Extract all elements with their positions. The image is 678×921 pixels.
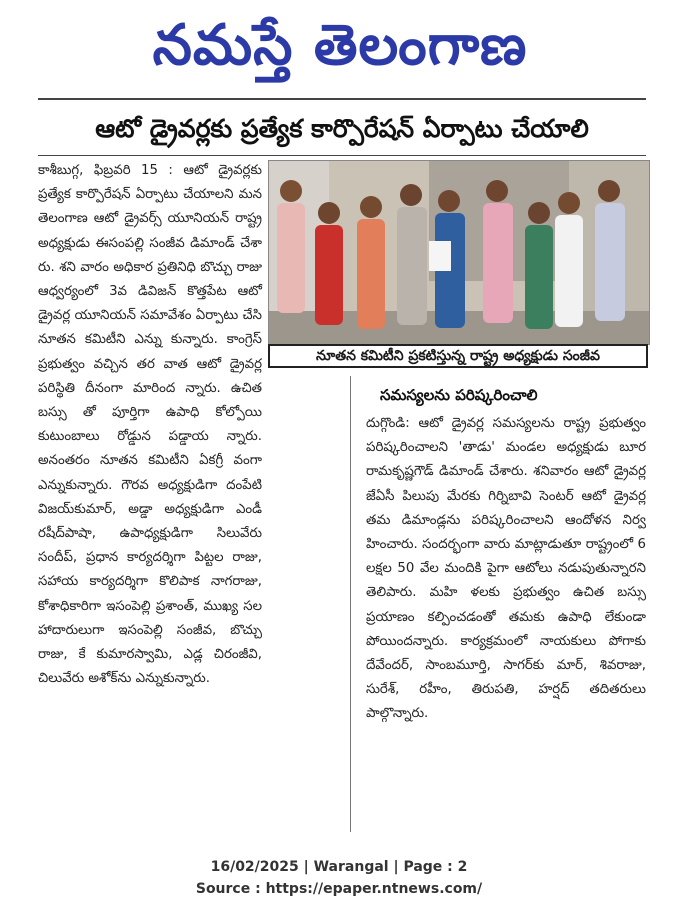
- right-column-text: దుగ్గొండి: ఆటో డ్రైవర్ల సమస్యలను రాష్ట్ర ప్రభుత్వం పరిష్కరించాలని 'తాడు' మండల అధ్యక్షుడు బూర రామకృష్ణగౌడ్ డిమాండ్ చేశారు. శనివారం ఆటో డ్రైవర్ల జేఏసీ పిలుపు మేరకు గిర్నిబావి సెంటర్ ఆటో డ్రైవర్ల తమ డిమాండ్లను పరిష్కరించాలని ఆందోళన నిర్వ హించారు. సందర్భంగా వారు మాట్లాడుతూ రాష్ట్రంలో 6 లక్షల 50 వేల మందికి పైగా ఆటోలు నడుపుతున్నారని తెలిపారు. మహి ళలకు ప్రభుత్వం ఉచిత బస్సు ప్రయాణం కల్పించడంతో తమకు ఉపాధి లేకుండా పోయిందన్నారు. కార్యక్రమంలో నాయకులు పోగాకు దేవేందర్, సాంబమూర్తి, సాగర్‌కు మార్, శివరాజు, సురేశ్, రహీం, తిరుపతి, హర్షద్ తదితరులు పాల్గొన్నారు.: [366, 416, 646, 722]
- divider-top: [38, 98, 646, 100]
- right-column-body: [366, 412, 646, 832]
- footer-source: Source : https://epaper.ntnews.com/: [195, 881, 483, 897]
- news-photo: [268, 160, 650, 345]
- photo-caption: నూతన కమిటీని ప్రకటిస్తున్న రాష్ట్ర అధ్యక్షుడు సంజీవ: [268, 344, 648, 368]
- masthead: [0, 0, 678, 95]
- column-divider: [350, 376, 351, 832]
- masthead-title: నమస్తే తెలంగాణ: [152, 12, 528, 78]
- sub-article-heading: సమస్యలను పరిష్కరించాలి: [380, 386, 538, 404]
- group-photo-icon: [269, 161, 649, 344]
- left-column-body: [38, 159, 262, 829]
- article-headline: ఆటో డ్రైవర్లకు ప్రత్యేక కార్పొరేషన్ ఏర్పాటు చేయాలి: [95, 114, 589, 143]
- footer-dateline: 16/02/2025 | Warangal | Page : 2: [210, 859, 468, 875]
- divider-headline: [38, 155, 646, 156]
- left-column-text: కాశీబుగ్గ, ఫిబ్రవరి 15 : ఆటో డ్రైవర్లకు ప్రత్యేక కార్పొరేషన్ ఏర్పాటు చేయాలని మన తెలంగాణ ఆటో డ్రైవర్స్ యూనియన్ రాష్ట్ర అధ్యక్షుడు ఈసంపల్లి సంజీవ డిమాండ్ చేశా రు. శని వారం అధికార ప్రతినిధి బొచ్చు రాజు ఆధ్వర్యంలో 3వ డివిజన్ కొత్తపేట ఆటో డ్రైవర్ల యూనియన్ సమావేశం ఏర్పాటు చేసి నూతన కమిటీని ఎన్ను కున్నారు. కాంగ్రెస్ ప్రభుత్వం వచ్చిన తర వాత ఆటో డ్రైవర్ల పరిస్థితి దీనంగా మారింద న్నారు. ఉచిత బస్సు తో పూర్తిగా ఉపాధి కోల్పోయి కుటుంబాలు రోడ్డున పడ్డాయ న్నారు. అనంతరం నూతన కమిటీని ఏకగ్రీ వంగా ఎన్నుకున్నారు. గౌరవ అధ్యక్షుడిగా దంపేటి విజయ్‌కుమార్, అడ్డా అధ్యక్షుడిగా ఎండీ రషీద్‌పాషా, ఉపాధ్యక్షుడిగా సిలువేరు సందీప్, ప్రధాన కార్యదర్శిగా పిట్టల రాజు, సహాయ కార్యదర్శిగా కొలిపాక నాగరాజు, కోశాధికారిగా ఇసంపెల్లి ప్రశాంత్, ముఖ్య సల హాదారులుగా ఇసంపెల్లి సంజీవ, బొచ్చు రాజు, కే కుమారస్వామి, ఎడ్ల చిరంజీవి, చిలువేరు అశోక్‌ను ఎన్నుకున్నారు.: [38, 163, 262, 687]
